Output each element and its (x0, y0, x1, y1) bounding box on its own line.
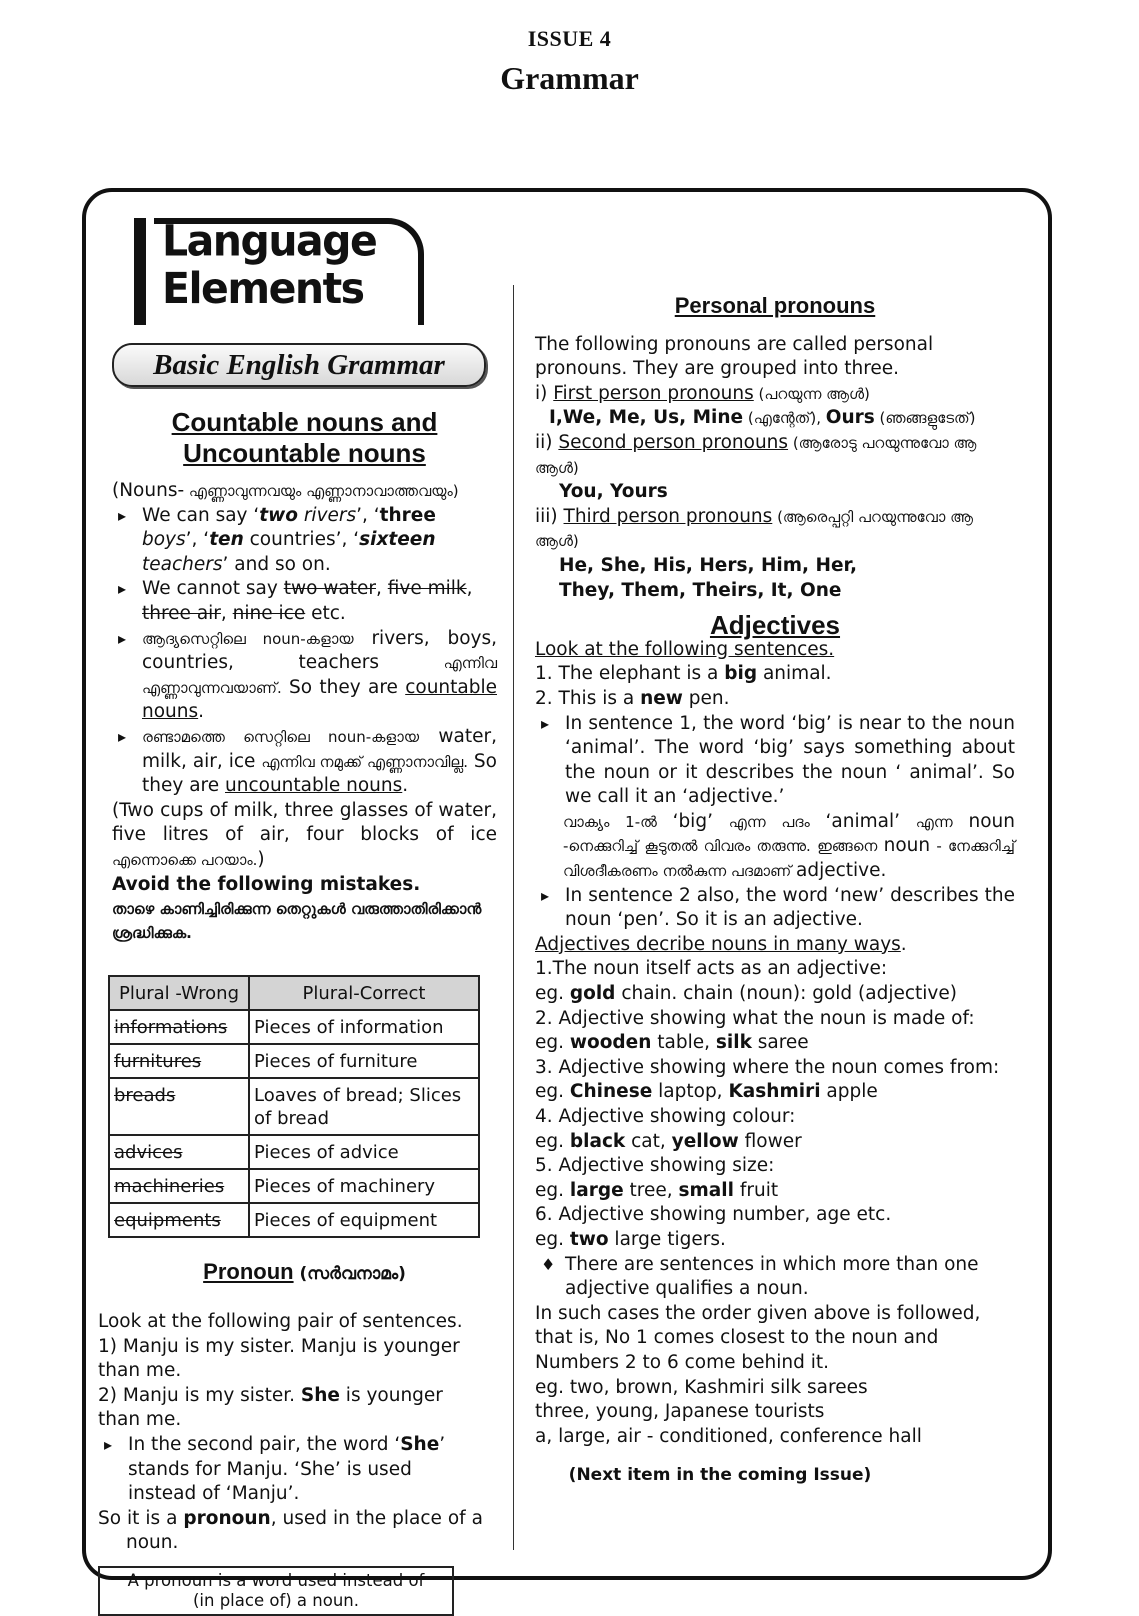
cell-wrong: informations (109, 1010, 249, 1044)
section-subtitle: Basic English Grammar (112, 343, 486, 387)
way-1-example: eg. gold chain. chain (noun): gold (adjective) (535, 983, 957, 1005)
first-person-list: I,We, Me, Us, Mine (എന്റേത്), Ours (ഞങ്ങളുടേത്) (549, 407, 976, 429)
adjective-bullet-1-ml: വാക്യം 1-ൽ ‘big’ എന്ന പദം ‘animal’ എന്ന noun -നെക്കുറിച്ച് കൂടുതൽ വിവരം തരുന്നു. ഇങ്ങനെ noun - നേക്കുറിച്ച് വിശദീകരണം നൽകുന്ന പദമാണ് adjective. (563, 810, 1015, 882)
adjective-order: In such cases the order given above is followed, that is, No 1 comes closest to the noun and Numbers 2 to 6 come behind it. (535, 1302, 981, 1373)
adjectives-heading: Adjectives (709, 610, 841, 641)
next-issue-note: (Next item in the coming Issue) (568, 1465, 872, 1486)
table-row (109, 1169, 479, 1203)
header-correct: Plural-Correct (249, 976, 479, 1010)
third-person: iii) Third person pronouns (ആരെപ്പറ്റി പറയുന്നുവോ ആ ആൾ) (535, 505, 973, 551)
way-4: 4. Adjective showing colour: (535, 1106, 796, 1127)
pronoun-heading: Pronoun (സർവനാമം) (203, 1259, 406, 1285)
pronoun-look: Look at the following pair of sentences. (98, 1311, 463, 1333)
order-example-1: eg. two, brown, Kashmiri silk sarees (535, 1376, 868, 1398)
way-2: 2. Adjective showing what the noun is made of: (535, 1007, 975, 1029)
second-person: ii) Second person pronouns (ആരോടു പറയുന്നുവോ ആ ആൾ) (535, 431, 977, 477)
pronoun-section (98, 1310, 483, 1616)
column-divider (513, 285, 514, 1550)
left-column (98, 215, 497, 1616)
adjectives-look: Look at the following sentences. (535, 638, 835, 660)
adjective-bullet-2: ▸ In sentence 2 also, the word ‘new’ describes the noun ‘pen’. So it is an adjective. (535, 884, 1015, 933)
pronoun-sentence-1: 1) Manju is my sister. Manju is younger than me. (98, 1335, 460, 1382)
multiple-adjectives: ♦ There are sentences in which more than one adjective qualifies a noun. (535, 1253, 1015, 1302)
personal-pronouns-heading: Personal pronouns (674, 293, 876, 318)
cell-wrong: breads (109, 1078, 249, 1135)
plural-table (108, 975, 480, 1238)
plural-table-header (109, 976, 479, 1010)
adjective-sentence-2: 2. This is a new pen. (535, 687, 730, 709)
way-2-example: eg. wooden table, silk saree (535, 1032, 809, 1054)
pronoun-sentence-2: 2) Manju is my sister. She is younger than me. (98, 1384, 443, 1431)
logo-line2: Elements (162, 262, 364, 314)
countable-bullet-1: ▸ We can say ‘two rivers’, ‘three boys’, ‘ten countries’, ‘sixteen teachers’ and so on. (112, 504, 497, 578)
logo-line1: Language (162, 215, 377, 267)
third-person-list-1: He, She, His, Hers, Him, Her, (559, 554, 857, 576)
countable-intro: (Nouns- എണ്ണാവുന്നവയും എണ്ണാനാവാത്തവയും) (112, 480, 459, 501)
way-6: 6. Adjective showing number, age etc. (535, 1204, 892, 1226)
way-3: 3. Adjective showing where the noun comes from: (535, 1056, 1000, 1078)
header-wrong: Plural -Wrong (109, 976, 249, 1010)
order-example-3: a, large, air - conditioned, conference hall (535, 1425, 922, 1447)
order-example-2: three, young, Japanese tourists (535, 1401, 825, 1423)
countable-bullet-4: ▸ രണ്ടാമത്തെ സെറ്റിലെ noun-കളായ water, milk, air, ice എന്നിവ നമുക്ക് എണ്ണാനാവില്ല. So they are uncountable nouns. (112, 725, 497, 799)
issue-number: ISSUE 4 (527, 26, 612, 51)
way-5: 5. Adjective showing size: (535, 1155, 775, 1177)
cell-wrong: machineries (109, 1169, 249, 1203)
countable-example: (Two cups of milk, three glasses of water, five litres of air, four blocks of ice എന്നൊക്കെ പറയാം.) (112, 799, 497, 870)
table-row (109, 1078, 479, 1135)
avoid-mistakes: Avoid the following mistakes. (112, 873, 421, 895)
cell-correct: Pieces of information (249, 1010, 479, 1044)
third-person-list-2: They, Them, Theirs, It, One (559, 579, 842, 601)
personal-intro: The following pronouns are called personal pronouns. They are grouped into three. (535, 333, 934, 380)
way-1: 1.The noun itself acts as an adjective: (535, 958, 888, 980)
countable-bullet-2: ▸ We cannot say two water, five milk, three air, nine ice etc. (112, 577, 497, 626)
countable-bullet-3: ▸ ആദ്യസെറ്റിലെ noun-കളായ rivers, boys, countries, teachers എന്നിവ എണ്ണാവുന്നവയാണ്. So they are countable nouns. (112, 627, 497, 725)
cell-correct: Pieces of machinery (249, 1169, 479, 1203)
pronoun-definition-box: A pronoun is a word used instead of (in place of) a noun. (98, 1566, 454, 1616)
cell-wrong: furnitures (109, 1044, 249, 1078)
right-column (535, 294, 1015, 1488)
way-3-example: eg. Chinese laptop, Kashmiri apple (535, 1081, 878, 1103)
first-person: i) First person pronouns (പറയുന്ന ആൾ) (535, 382, 870, 404)
cell-correct: Pieces of equipment (249, 1203, 479, 1237)
page-title: Grammar (500, 60, 639, 96)
adjectives-ways: Adjectives decribe nouns in many ways. (535, 933, 907, 955)
avoid-mistakes-ml: താഴെ കാണിച്ചിരിക്കുന്ന തെറ്റുകൾ വരുത്താതിരിക്കാൻ ശ്രദ്ധിക്കുക. (112, 900, 482, 943)
cell-wrong: equipments (109, 1203, 249, 1237)
language-elements-logo (134, 215, 424, 325)
table-row (109, 1010, 479, 1044)
way-4-example: eg. black cat, yellow flower (535, 1130, 802, 1152)
cell-correct: Pieces of furniture (249, 1044, 479, 1078)
way-5-example: eg. large tree, small fruit (535, 1179, 779, 1201)
adjective-sentence-1: 1. The elephant is a big animal. (535, 663, 832, 685)
second-person-list: You, Yours (559, 481, 668, 503)
pronoun-so: So it is a pronoun, used in the place of a noun. (98, 1507, 483, 1554)
countable-heading: Countable nouns and Uncountable nouns (171, 407, 438, 468)
adjective-bullet-1: ▸ In sentence 1, the word ‘big’ is near to the noun ‘animal’. The word ‘big’ says something about the noun or it describes the noun ‘ animal’. So we call it an ‘adjective.’ (535, 712, 1015, 810)
cell-correct: Pieces of advice (249, 1135, 479, 1169)
table-row (109, 1203, 479, 1237)
table-row (109, 1044, 479, 1078)
pronoun-bullet: ▸ In the second pair, the word ‘She’ stands for Manju. ‘She’ is used instead of ‘Manju’. (98, 1433, 483, 1507)
cell-correct: Loaves of bread; Slices of bread (249, 1078, 479, 1135)
table-row (109, 1135, 479, 1169)
cell-wrong: advices (109, 1135, 249, 1169)
way-6-example: eg. two large tigers. (535, 1228, 726, 1250)
